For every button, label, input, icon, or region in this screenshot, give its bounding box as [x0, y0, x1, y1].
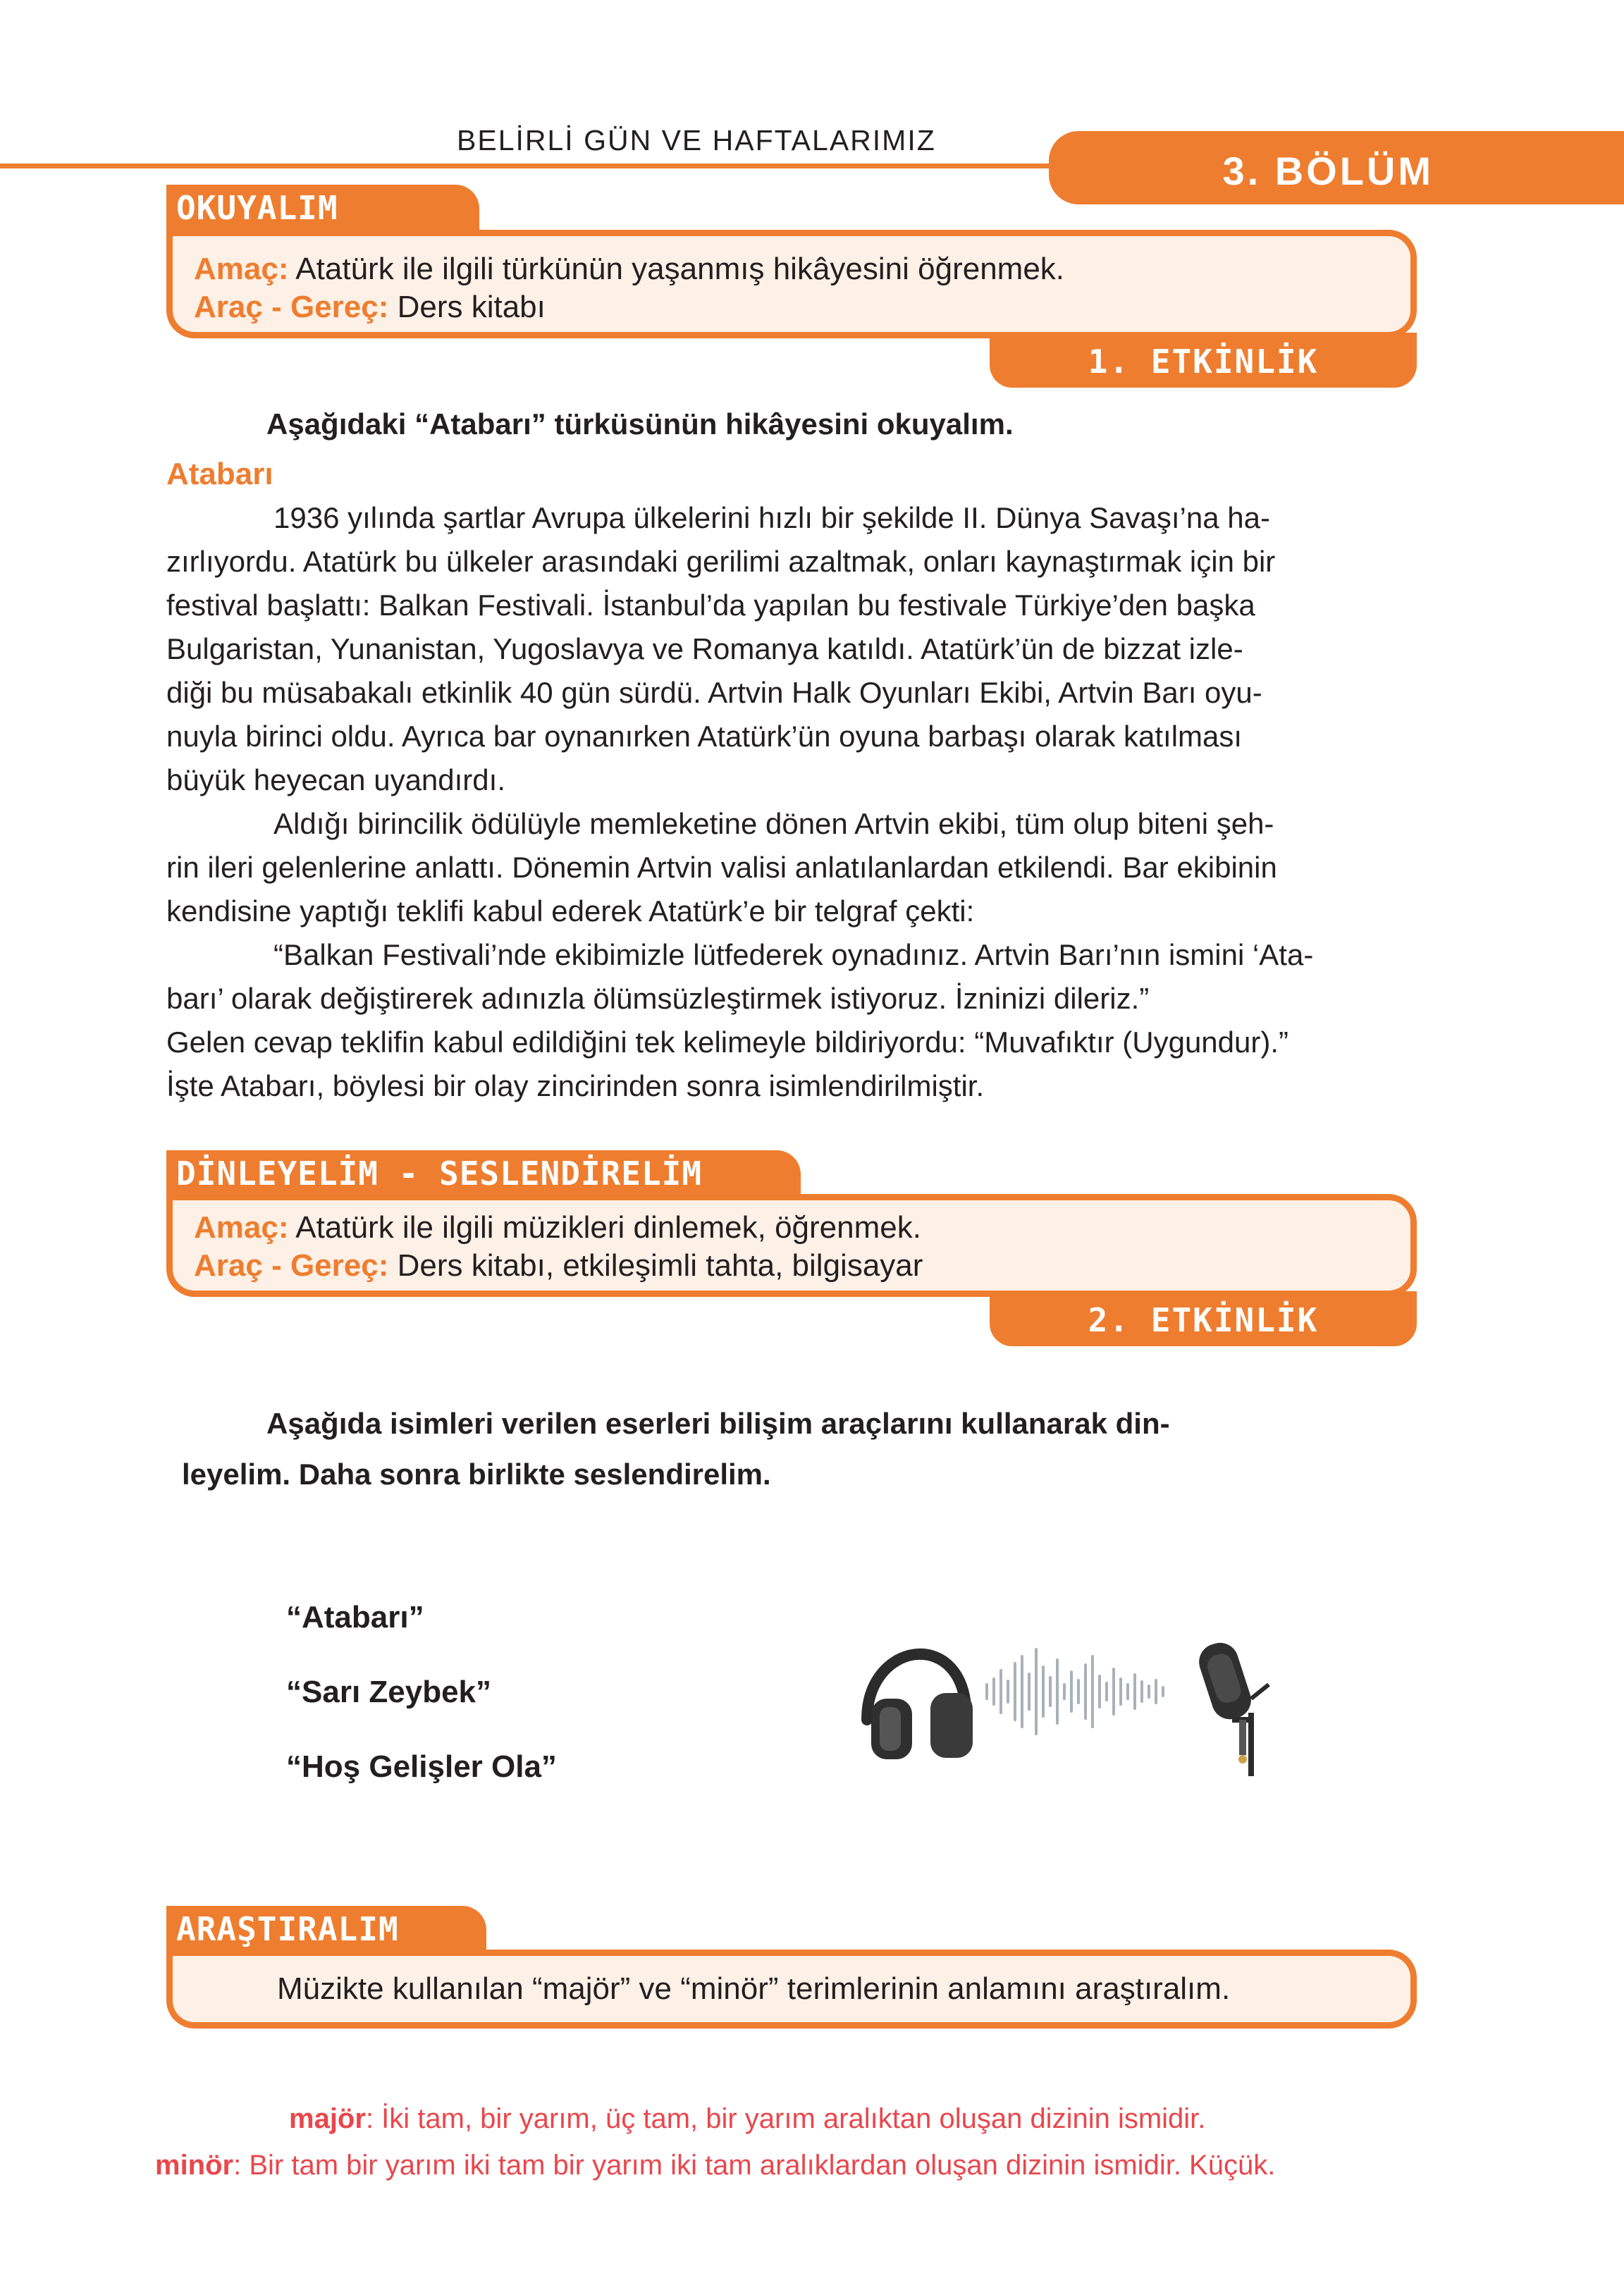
arastiralim-box [166, 1950, 1417, 2029]
etkinlik-1-label: 1. ETKİNLİK [1088, 343, 1319, 381]
arastiralim-text: Müzikte kullanılan “majör” ve “minör” terimlerinin anlamını araştıralım. [277, 1971, 1231, 2006]
amac-label: Amaç: [194, 252, 289, 286]
story-line: İşte Atabarı, böylesi bir olay zincirinden sonra isimlendirilmiştir. [166, 1069, 985, 1102]
okuyalim-amac [194, 252, 1064, 287]
music-illustration [846, 1614, 1325, 1776]
story-title: Atabarı [166, 457, 273, 491]
etkinlik-2-label: 2. ETKİNLİK [1088, 1301, 1319, 1339]
dinleyelim-arac [194, 1248, 923, 1283]
header-rule [0, 164, 1057, 168]
headphones-icon [867, 1654, 973, 1759]
amac-text: Atatürk ile ilgili türkünün yaşanmış hikâyesini öğrenmek. [288, 252, 1065, 286]
etkinlik-1-tab [990, 333, 1417, 388]
sound-wave-icon [987, 1649, 1163, 1734]
okuyalim-arac [194, 290, 546, 325]
okuyalim-tab [166, 185, 479, 237]
dinleyelim-lead-2: leyelim. Daha sonra birlikte seslendirelim. [182, 1458, 771, 1491]
arac-label: Araç - Gereç: [194, 290, 389, 324]
story-line: Gelen cevap teklifin kabul edildiğini tek kelimeyle bildiriyordu: “Muvafıktır (Uygundur).” [166, 1026, 1289, 1059]
story-line: rin ileri gelenlerine anlattı. Dönemin Artvin valisi anlatılanlardan etkilendi. Bar ekibinin [166, 851, 1277, 884]
story-line: festival başlattı: Balkan Festivali. İstanbul’da yapılan bu festivale Türkiye’den başka [166, 589, 1255, 622]
minor-answer [155, 2150, 1275, 2181]
major-answer [289, 2103, 1205, 2135]
song-item: “Sarı Zeybek” [286, 1675, 492, 1709]
arac-label: Araç - Gereç: [194, 1248, 389, 1283]
story-line: zırlıyordu. Atatürk bu ülkeler arasındaki gerilimi azaltmak, onları kaynaştırmak için bir [166, 545, 1276, 578]
story-lead: Aşağıdaki “Atabarı” türküsünün hikâyesini okuyalım. [266, 407, 1014, 441]
story-line: Aldığı birincilik ödülüyle memleketine dönen Artvin ekibi, tüm olup biteni şeh- [273, 807, 1274, 840]
story-line: 1936 yılında şartlar Avrupa ülkelerini hızlı bir şekilde II. Dünya Savaşı’na ha- [273, 501, 1270, 534]
amac-label: Amaç: [194, 1210, 289, 1245]
major-label: majör [289, 2103, 366, 2134]
song-item: “Atabarı” [286, 1600, 424, 1635]
etkinlik-2-tab [990, 1291, 1417, 1346]
dinleyelim-amac [194, 1210, 921, 1245]
arastiralim-tab-label: ARAŞTIRALIM [176, 1910, 399, 1948]
story-line: büyük heyecan uyandırdı. [166, 763, 505, 796]
chapter-tab [1049, 131, 1624, 204]
dinleyelim-lead-1: Aşağıda isimleri verilen eserleri bilişim araçlarını kullanarak din- [266, 1407, 1170, 1440]
story-line: barı’ olarak değiştirerek adınızla ölümsüzleştirmek istiyoruz. İzninizi dileriz.” [166, 982, 1150, 1015]
arac-text: Ders kitabı, etkileşimli tahta, bilgisayar [388, 1248, 923, 1283]
story-line: kendisine yaptığı teklifi kabul ederek Atatürk’e bir telgraf çekti: [166, 894, 975, 928]
okuyalim-box [166, 230, 1417, 338]
chapter-label: 3. BÖLÜM [1222, 149, 1434, 193]
story-line: Bulgaristan, Yunanistan, Yugoslavya ve Romanya katıldı. Atatürk’ün de bizzat izle- [166, 632, 1243, 665]
okuyalim-tab-label: OKUYALIM [176, 189, 338, 227]
story-line: diği bu müsabakalı etkinlik 40 gün sürdü. Artvin Halk Oyunları Ekibi, Artvin Barı oyu- [166, 676, 1262, 709]
song-item: “Hoş Gelişler Ola” [286, 1749, 557, 1784]
minor-label: minör [155, 2150, 234, 2181]
minor-text: : Bir tam bir yarım iki tam bir yarım iki tam aralıklardan oluşan dizinin ismidir. Küçük. [233, 2150, 1276, 2181]
dinleyelim-box [166, 1194, 1417, 1297]
story-line: “Balkan Festivali’nde ekibimizle lütfederek oynadınız. Artvin Barı’nın ismini ‘Ata- [273, 938, 1314, 971]
story-line: nuyla birinci oldu. Ayrıca bar oynanırken Atatürk’ün oyuna barbaşı olarak katılması [166, 720, 1243, 753]
major-text: : İki tam, bir yarım, üç tam, bir yarım aralıktan oluşan dizinin ismidir. [365, 2103, 1206, 2134]
amac-text: Atatürk ile ilgili müzikleri dinlemek, öğrenmek. [288, 1210, 921, 1245]
arac-text: Ders kitabı [388, 290, 546, 324]
microphone-icon [1194, 1638, 1269, 1776]
header-title: BELİRLİ GÜN VE HAFTALARIMIZ [457, 124, 936, 156]
dinleyelim-tab-label: DİNLEYELİM - SESLENDİRELİM [176, 1155, 703, 1193]
